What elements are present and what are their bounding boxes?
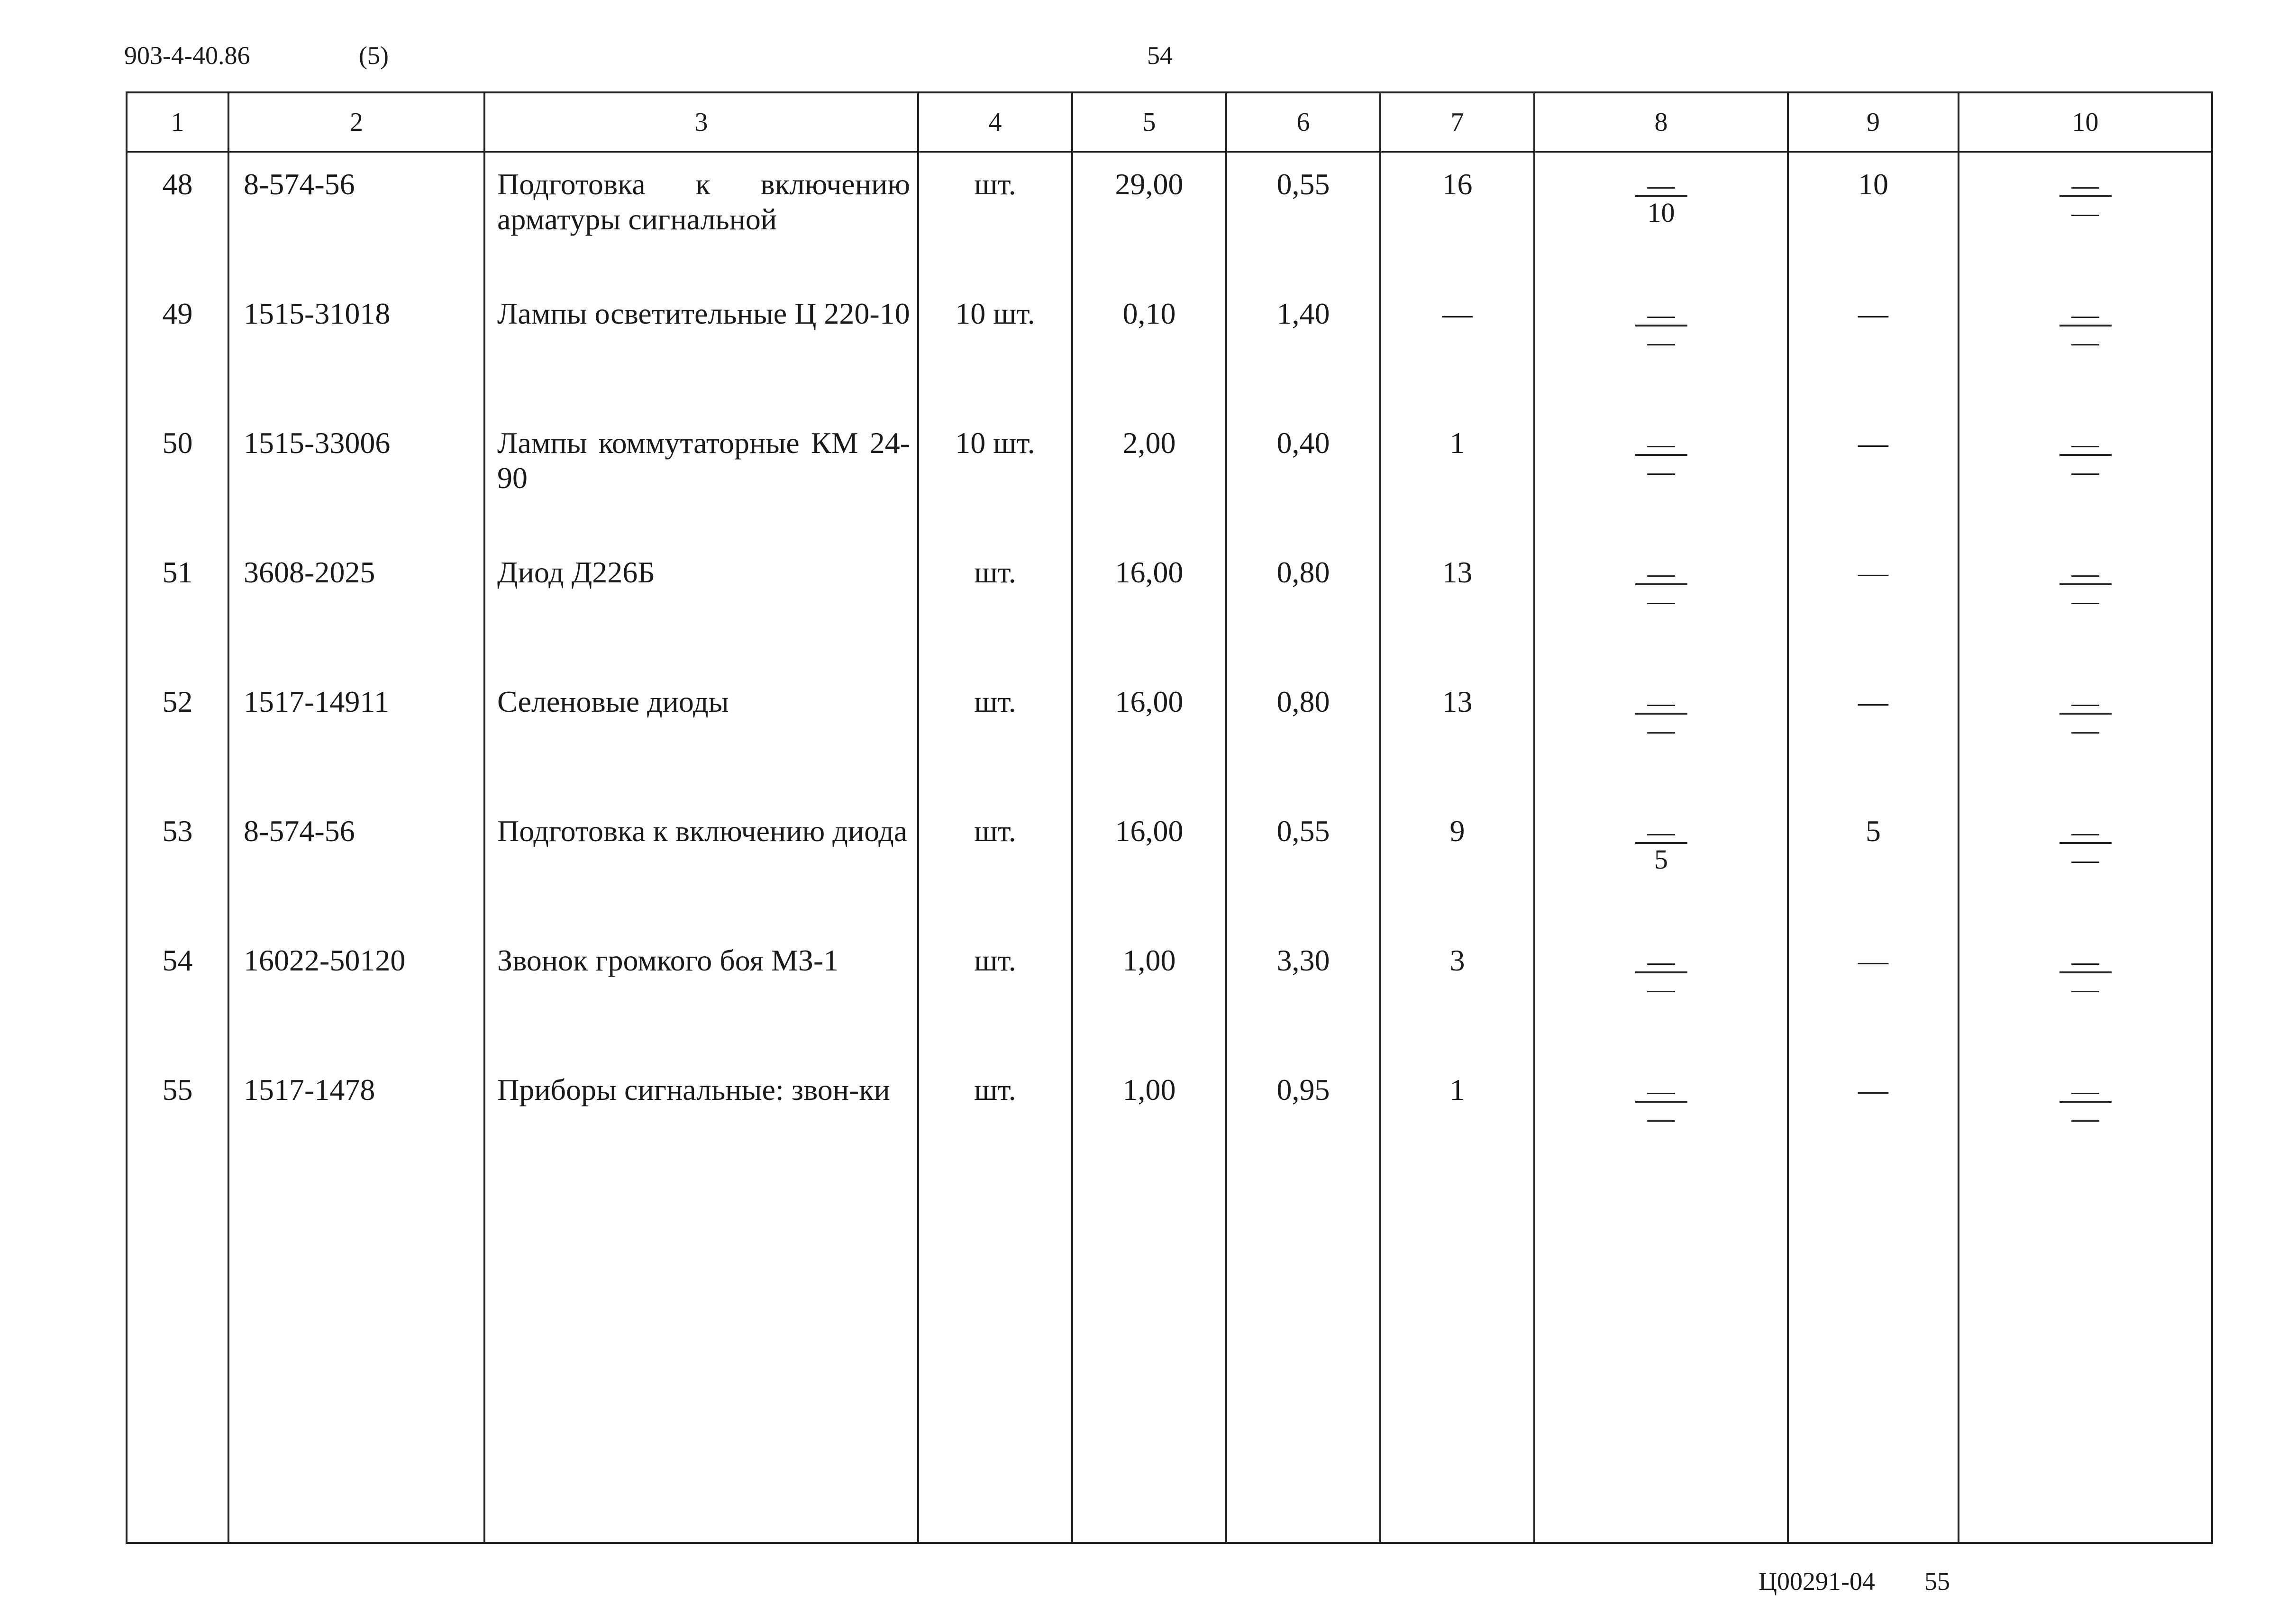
empty-row xyxy=(127,1188,2212,1543)
table-row xyxy=(127,670,2212,799)
cell-unit: 10 шт. xyxy=(918,282,1072,411)
cell-col10 xyxy=(1959,541,2212,670)
cell-number: 51 xyxy=(127,541,228,670)
fraction xyxy=(1635,948,1687,1003)
fraction-denominator: — xyxy=(2071,844,2099,875)
column-header-3: 3 xyxy=(484,92,918,152)
cell-col8 xyxy=(1534,929,1788,1058)
cell-col10 xyxy=(1959,152,2212,282)
cell-col5: 0,10 xyxy=(1072,282,1226,411)
fraction-denominator: — xyxy=(2071,456,2099,487)
fraction-numerator: — xyxy=(1647,816,1675,847)
fraction-denominator: — xyxy=(2071,973,2099,1004)
cell-code: 1515-33006 xyxy=(228,411,484,541)
fraction-numerator: — xyxy=(2071,687,2099,718)
cell-col10 xyxy=(1959,929,2212,1058)
column-header-6: 6 xyxy=(1226,92,1380,152)
cell-code: 8-574-56 xyxy=(228,152,484,282)
fraction xyxy=(1635,560,1687,615)
cell-col6: 0,95 xyxy=(1226,1058,1380,1188)
cell-unit: шт. xyxy=(918,1058,1072,1188)
fraction-numerator: — xyxy=(1647,299,1675,330)
column-header-4: 4 xyxy=(918,92,1072,152)
column-header-5: 5 xyxy=(1072,92,1226,152)
fraction-denominator: — xyxy=(2071,715,2099,745)
cell-col5: 1,00 xyxy=(1072,1058,1226,1188)
cell-col6: 0,40 xyxy=(1226,411,1380,541)
fraction-denominator: — xyxy=(1647,326,1675,357)
fraction xyxy=(2059,172,2112,227)
cell-col8 xyxy=(1534,152,1788,282)
column-header-7: 7 xyxy=(1380,92,1534,152)
fraction xyxy=(1635,430,1687,485)
fraction-numerator: — xyxy=(2071,299,2099,330)
fraction xyxy=(2059,1077,2112,1132)
cell-col9: — xyxy=(1788,929,1959,1058)
cell-col10 xyxy=(1959,1058,2212,1188)
fraction xyxy=(2059,301,2112,356)
table-row xyxy=(127,799,2212,929)
fraction xyxy=(2059,430,2112,485)
cell-unit: шт. xyxy=(918,929,1072,1058)
cell-col5: 29,00 xyxy=(1072,152,1226,282)
fraction-denominator: — xyxy=(2071,197,2099,228)
fraction-denominator: — xyxy=(1647,585,1675,616)
cell-name: Лампы осветительные Ц 220-10 xyxy=(484,282,918,411)
fraction-denominator: — xyxy=(2071,585,2099,616)
fraction-numerator: — xyxy=(1647,1075,1675,1106)
table-row xyxy=(127,282,2212,411)
fraction xyxy=(2059,948,2112,1003)
header-row xyxy=(127,92,2212,152)
cell-col8 xyxy=(1534,411,1788,541)
fraction-denominator: — xyxy=(1647,456,1675,487)
fraction-numerator: — xyxy=(1647,428,1675,459)
cell-number: 55 xyxy=(127,1058,228,1188)
table-row xyxy=(127,1058,2212,1188)
cell-col7: 1 xyxy=(1380,411,1534,541)
cell-col6: 1,40 xyxy=(1226,282,1380,411)
cell-col7: 3 xyxy=(1380,929,1534,1058)
cell-number: 48 xyxy=(127,152,228,282)
column-header-1: 1 xyxy=(127,92,228,152)
cell-col9: — xyxy=(1788,411,1959,541)
cell-code: 1515-31018 xyxy=(228,282,484,411)
cell-number: 52 xyxy=(127,670,228,799)
fraction-numerator: — xyxy=(2071,170,2099,200)
cell-col8 xyxy=(1534,541,1788,670)
footer-code: Ц00291-04 xyxy=(1758,1567,1875,1596)
fraction-denominator: — xyxy=(1647,973,1675,1004)
fraction-numerator: — xyxy=(1647,946,1675,977)
cell-col10 xyxy=(1959,799,2212,929)
fraction xyxy=(1635,689,1687,744)
fraction-numerator: — xyxy=(2071,428,2099,459)
table-row xyxy=(127,929,2212,1058)
cell-code: 3608-2025 xyxy=(228,541,484,670)
cell-number: 54 xyxy=(127,929,228,1058)
cell-col6: 0,80 xyxy=(1226,670,1380,799)
fraction-denominator: — xyxy=(2071,1103,2099,1133)
cell-code: 16022-50120 xyxy=(228,929,484,1058)
fraction-numerator: — xyxy=(2071,1075,2099,1106)
cell-col5: 16,00 xyxy=(1072,541,1226,670)
document-code: 903-4-40.86 xyxy=(124,41,250,70)
cell-col9: — xyxy=(1788,1058,1959,1188)
cell-col9: 10 xyxy=(1788,152,1959,282)
cell-code: 1517-14911 xyxy=(228,670,484,799)
cell-name: Звонок громкого боя МЗ-1 xyxy=(484,929,918,1058)
fraction-numerator: — xyxy=(1647,687,1675,718)
cell-col8 xyxy=(1534,282,1788,411)
fraction xyxy=(2059,560,2112,615)
cell-unit: шт. xyxy=(918,541,1072,670)
cell-number: 49 xyxy=(127,282,228,411)
cell-col5: 1,00 xyxy=(1072,929,1226,1058)
cell-col8 xyxy=(1534,1058,1788,1188)
cell-col9: 5 xyxy=(1788,799,1959,929)
cell-number: 53 xyxy=(127,799,228,929)
column-header-9: 9 xyxy=(1788,92,1959,152)
fraction xyxy=(1635,301,1687,356)
cell-col7: 16 xyxy=(1380,152,1534,282)
fraction xyxy=(2059,689,2112,744)
cell-name: Приборы сигнальные: звон-ки xyxy=(484,1058,918,1188)
cell-name: Лампы коммутаторные КМ 24-90 xyxy=(484,411,918,541)
cell-col6: 3,30 xyxy=(1226,929,1380,1058)
column-header-8: 8 xyxy=(1534,92,1788,152)
table-row xyxy=(127,411,2212,541)
fraction xyxy=(1635,1077,1687,1132)
cell-col7: 9 xyxy=(1380,799,1534,929)
cell-col7: 1 xyxy=(1380,1058,1534,1188)
cell-col7: — xyxy=(1380,282,1534,411)
cell-col9: — xyxy=(1788,670,1959,799)
column-header-10: 10 xyxy=(1959,92,2212,152)
fraction-numerator: — xyxy=(2071,946,2099,977)
cell-number: 50 xyxy=(127,411,228,541)
cell-col8 xyxy=(1534,799,1788,929)
cell-col6: 0,55 xyxy=(1226,799,1380,929)
fraction-numerator: — xyxy=(2071,816,2099,847)
cell-col6: 0,80 xyxy=(1226,541,1380,670)
fraction-numerator: — xyxy=(1647,558,1675,589)
cell-unit: шт. xyxy=(918,670,1072,799)
table-row xyxy=(127,152,2212,282)
cell-col8 xyxy=(1534,670,1788,799)
fraction xyxy=(1635,818,1687,873)
cell-name: Диод Д226Б xyxy=(484,541,918,670)
table-row xyxy=(127,541,2212,670)
cell-col9: — xyxy=(1788,282,1959,411)
cell-unit: 10 шт. xyxy=(918,411,1072,541)
cell-col5: 2,00 xyxy=(1072,411,1226,541)
fraction-denominator: 10 xyxy=(1647,197,1675,228)
cell-name: Подготовка к включению арматуры сигнальной xyxy=(484,152,918,282)
cell-name: Подготовка к включению диода xyxy=(484,799,918,929)
cell-name: Селеновые диоды xyxy=(484,670,918,799)
fraction xyxy=(1635,172,1687,227)
cell-code: 1517-1478 xyxy=(228,1058,484,1188)
cell-col10 xyxy=(1959,411,2212,541)
cell-col5: 16,00 xyxy=(1072,799,1226,929)
cell-col6: 0,55 xyxy=(1226,152,1380,282)
fraction-numerator: — xyxy=(2071,558,2099,589)
specification-table xyxy=(126,91,2213,1544)
fraction-denominator: 5 xyxy=(1654,844,1668,875)
fraction xyxy=(2059,818,2112,873)
cell-col5: 16,00 xyxy=(1072,670,1226,799)
cell-col7: 13 xyxy=(1380,541,1534,670)
column-header-2: 2 xyxy=(228,92,484,152)
cell-unit: шт. xyxy=(918,799,1072,929)
cell-col10 xyxy=(1959,670,2212,799)
fraction-denominator: — xyxy=(1647,1103,1675,1133)
cell-code: 8-574-56 xyxy=(228,799,484,929)
fraction-denominator: — xyxy=(2071,326,2099,357)
cell-col7: 13 xyxy=(1380,670,1534,799)
fraction-numerator: — xyxy=(1647,170,1675,200)
fraction-denominator: — xyxy=(1647,715,1675,745)
cell-col10 xyxy=(1959,282,2212,411)
page-number: 54 xyxy=(1147,41,1173,70)
footer-page-number: 55 xyxy=(1924,1567,1950,1596)
cell-col9: — xyxy=(1788,541,1959,670)
document-issue: (5) xyxy=(359,41,389,70)
cell-unit: шт. xyxy=(918,152,1072,282)
